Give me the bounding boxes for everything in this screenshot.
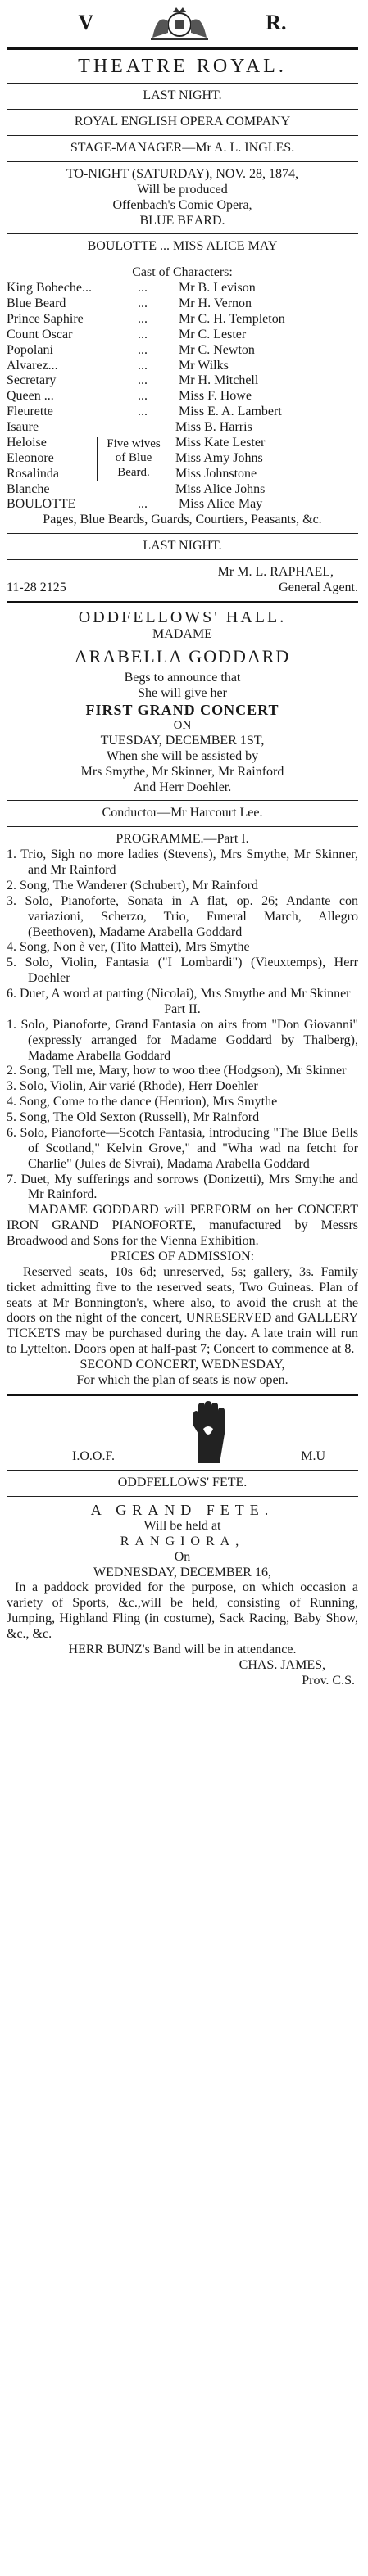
will-give-line: She will give her <box>138 686 227 701</box>
hall-title: ODDFELLOWS' HALL. <box>78 608 287 626</box>
programme-item: 6. Solo, Pianoforte—Scotch Fantasia, introducing "The Blue Bells of Scotland," Kelvin Grove," and "Wha wad na fetcht for Charlie" (Jules de Sivrai), Madama Arabella Goddard <box>7 1125 358 1171</box>
signatory: CHAS. JAMES, <box>239 1657 325 1672</box>
cast-row: Count Oscar ... Mr C. Lester <box>7 327 247 341</box>
programme-item: 7. Duet, My sufferings and sorrows (Donizetti), Mrs Smythe and Mr Rainford. <box>7 1172 358 1202</box>
piano-notice: MADAME GODDARD will PERFORM on her CONCERT IRON GRAND PIANOFORTE, manufactured by Messrs Broadwood and Sons for the Vienna Exhibition. <box>7 1203 358 1249</box>
held-line: Will be held at <box>143 1518 221 1533</box>
cast-row: Secretary ... Mr H. Mitchell <box>7 373 259 388</box>
mu-label: M.U <box>301 1448 325 1463</box>
second-concert: SECOND CONCERT, WEDNESDAY, <box>80 1358 285 1372</box>
crest-right-letter: R. <box>266 10 287 34</box>
assistants-line-1: Mrs Smythe, Mr Skinner, Mr Rainford <box>80 764 284 779</box>
boulotte-line: BOULOTTE ... MISS ALICE MAY <box>87 239 278 254</box>
programme-item: 3. Solo, Pianoforte, Sonata in A flat, op. 26; Andante con variazioni, Scherzo, Trio, Funeral March, Allegro (Beethoven), Madame Arabella Goddard <box>7 893 358 939</box>
wives-actors: Miss B. Harris Miss Kate Lester Miss Amy Johns Miss Johnstone Miss Alice Johns <box>175 420 266 496</box>
assisted-line: When she will be assisted by <box>106 748 259 763</box>
programme-item: 5. Solo, Violin, Fantasia ("I Lombardi") (Vieuxtemps), Herr Doehler <box>7 956 358 986</box>
stage-manager: STAGE-MANAGER—Mr A. L. INGLES. <box>70 141 295 156</box>
programme-item: 2. Song, The Wanderer (Schubert), Mr Rainford <box>7 878 258 893</box>
ad-reference: 11-28 2125 <box>7 580 66 594</box>
last-night-footer: LAST NIGHT. <box>143 539 222 554</box>
cast-row: Alvarez... ... Mr Wilks <box>7 358 229 373</box>
ioof-label: I.O.O.F. <box>72 1448 116 1463</box>
cast-row: Fleurette ... Miss E. A. Lambert <box>7 404 282 419</box>
prices-heading: PRICES OF ADMISSION: <box>110 1249 255 1263</box>
tonight-date: TO-NIGHT (SATURDAY), NOV. 28, 1874, <box>66 166 298 181</box>
programme-heading: PROGRAMME.—Part I. <box>116 832 249 847</box>
pages-line: Pages, Blue Beards, Guards, Courtiers, Peasants, &c. <box>43 513 322 527</box>
programme-item: 4. Song, Non è ver, (Tito Mattei), Mrs Smythe <box>7 940 250 955</box>
part2-heading: Part II. <box>164 1001 201 1016</box>
fete-place: RANGIORA, <box>120 1534 245 1548</box>
cast-row: Prince Saphire ... Mr C. H. Templeton <box>7 311 285 326</box>
programme-item: 1. Trio, Sigh no more ladies (Stevens), Mrs Smythe, Mr Skinner, and Mr Rainford <box>7 847 358 878</box>
conductor-line: Conductor—Mr Harcourt Lee. <box>102 806 263 820</box>
performer-name: ARABELLA GODDARD <box>74 646 291 667</box>
concert-date: TUESDAY, DECEMBER 1ST, <box>100 733 265 748</box>
opera-title: BLUE BEARD. <box>139 213 225 228</box>
wives-block <box>7 420 358 497</box>
wives-roles: Isaure Heloise Eleonore Rosalinda Blanche <box>7 420 59 496</box>
on-label: ON <box>173 719 192 733</box>
part1-list <box>7 847 358 1002</box>
cast-heading: Cast of Characters: <box>132 265 233 280</box>
wives-bracket: Five wives of Blue Beard. <box>97 437 170 481</box>
begs-line: Begs to announce that <box>124 671 241 685</box>
madame-label: MADAME <box>152 627 212 642</box>
grand-fete-heading: A GRAND FETE. <box>90 1501 275 1518</box>
fete-emblem-row <box>7 1401 358 1465</box>
cast-row: Blue Beard ... Mr H. Vernon <box>7 296 252 311</box>
crest-icon <box>143 5 216 41</box>
fete-title: ODDFELLOWS' FETE. <box>117 1475 248 1489</box>
fete-date: WEDNESDAY, DECEMBER 16, <box>93 1565 271 1579</box>
agent-name: Mr M. L. RAPHAEL, <box>217 565 334 580</box>
programme-item: 6. Duet, A word at parting (Nicolai), Mrs Smythe and Mr Skinner <box>7 987 351 1001</box>
theatre-title: THEATRE ROYAL. <box>78 56 287 77</box>
first-concert: FIRST GRAND CONCERT <box>85 701 279 718</box>
assistants-line-2: And Herr Doehler. <box>133 780 232 794</box>
last-night-heading: LAST NIGHT. <box>143 88 222 103</box>
cast-row: Popolani ... Mr C. Newton <box>7 342 255 357</box>
fete-description: In a paddock provided for the purpose, on which occasion a variety of Sports, &c.,will be held, consisting of Running, Jumping, Highland Fling (in costume), Sack Racing, Baby Show, &c., &c. <box>7 1580 358 1642</box>
cast-row: Queen ... ... Miss F. Howe <box>7 389 252 404</box>
signatory-title: Prov. C.S. <box>302 1673 355 1688</box>
band-line: HERR BUNZ's Band will be in attendance. <box>68 1642 297 1656</box>
agent-row <box>7 581 358 596</box>
agent-title: General Agent. <box>279 580 358 594</box>
company-name: ROYAL ENGLISH OPERA COMPANY <box>74 115 291 129</box>
programme-item: 4. Song, Come to the dance (Henrion), Mrs Smythe <box>7 1095 278 1109</box>
prices-text: Reserved seats, 10s 6d; unreserved, 5s; gallery, 3s. Family ticket admitting five to the reserved seats, Two Guineas. Plan of seats at Mr Bonnington's, where also, to avoid the crush at the doors on the night of the concert, UNRESERVED and GALLERY TICKETS may be purchased during the day. A late train will run to Lyttelton. Doors open at half-past 7; Concert to commence at 8. <box>7 1264 358 1357</box>
programme-item: 5. Song, The Old Sexton (Russell), Mr Rainford <box>7 1110 260 1125</box>
cast-row: King Bobeche... ... Mr B. Levison <box>7 281 256 296</box>
programme-item: 2. Song, Tell me, Mary, how to woo thee (Hodgson), Mr Skinner <box>7 1064 347 1078</box>
grand-fete-block <box>7 1502 358 1566</box>
produced-line: Will be produced <box>137 182 228 197</box>
hand-emblem-icon <box>184 1401 233 1465</box>
crest-left-letter: V <box>78 10 94 34</box>
part2-list <box>7 1018 358 1204</box>
programme-item: 1. Solo, Pianoforte, Grand Fantasia on airs from "Don Giovanni" (expressly arranged for Madame Goddard by Thalberg), Madame Arabella Goddard <box>7 1017 358 1063</box>
programme-item: 3. Solo, Violin, Air varié (Rhode), Herr Doehler <box>7 1079 258 1094</box>
cast-list <box>7 281 358 420</box>
boulotte-cast-row: BOULOTTE ... Miss Alice May <box>7 497 263 512</box>
royal-crest <box>7 3 358 43</box>
plan-line: For which the plan of seats is now open. <box>76 1372 288 1387</box>
opera-line: Offenbach's Comic Opera, <box>112 197 252 212</box>
fete-on: On <box>174 1549 191 1564</box>
